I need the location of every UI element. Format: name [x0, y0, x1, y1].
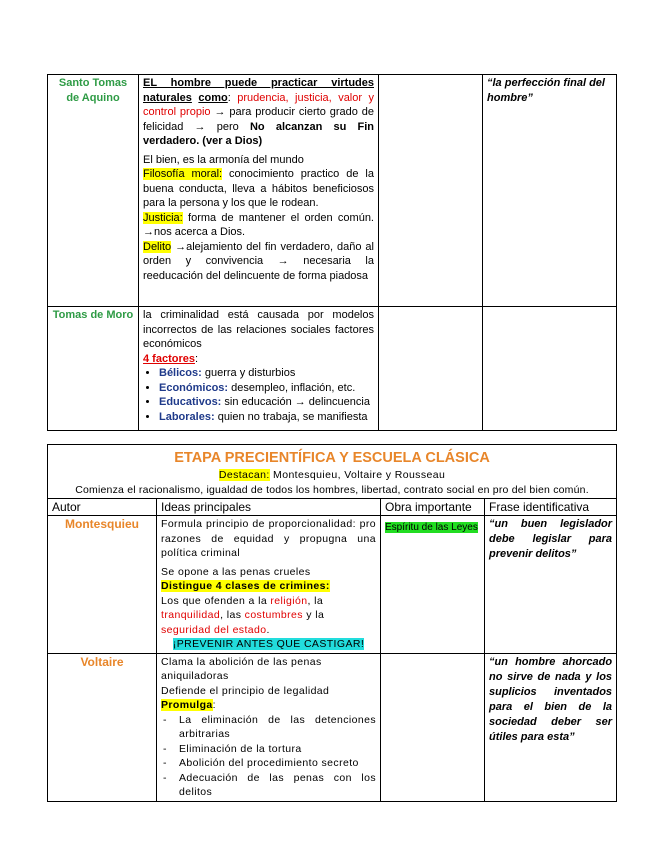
crime-religion: religión [270, 594, 308, 607]
sep: y la [302, 609, 325, 621]
list-item [159, 366, 374, 381]
frase-voltaire [485, 653, 617, 801]
frase-moro [483, 307, 617, 431]
destacan-text: Montesquieu, Voltaire y Rousseau [269, 469, 446, 481]
author-moro [48, 307, 139, 431]
sep: , las [220, 609, 245, 621]
factores-colon: : [194, 352, 199, 365]
obra-moro [379, 307, 483, 431]
title-row [48, 445, 617, 499]
quote-montesquieu: “un buen legislador debe legislar para prevenir delitos” [489, 518, 613, 560]
list-item [159, 395, 374, 410]
frase-aquino [483, 75, 617, 307]
ideas-aquino [139, 75, 379, 307]
author-voltaire [48, 653, 157, 801]
author-aquino [48, 75, 139, 307]
author-name-moro: Tomas de Moro [52, 309, 134, 321]
factor-label: Económicos: [159, 381, 229, 394]
list-item [159, 381, 374, 396]
obra-montesquieu-text: Espíritu de las Leyes [385, 522, 478, 533]
factor-text: desempleo, inflación, etc. [228, 381, 356, 394]
crime-tranquilidad: tranquilidad [161, 609, 221, 621]
obra-aquino [379, 75, 483, 307]
ofenden-text: Los que ofenden a la [161, 594, 271, 607]
obra-voltaire [381, 653, 485, 801]
table-row-aquino [48, 75, 617, 307]
table-row-montesquieu [48, 516, 617, 654]
promulga-list [161, 713, 376, 800]
header-row [48, 499, 617, 516]
author-name-montesquieu: Montesquieu [65, 517, 139, 531]
factor-text: sin educación → delincuencia [221, 396, 370, 408]
montesquieu-idea2: Se opone a las penas crueles [161, 565, 311, 578]
aquino-colon: : [227, 91, 231, 104]
list-item: - La eliminación de las detenciones arbitrarias [161, 713, 376, 742]
table-medieval-authors [47, 74, 617, 431]
distingue-label: Distingue 4 clases de crimines: [161, 580, 330, 592]
sep: . [266, 623, 270, 636]
crime-seguridad: seguridad del estado [161, 623, 267, 636]
aquino-line1: EL hombre puede practicar virtudes naturales [143, 77, 374, 104]
list-item [159, 410, 374, 425]
factor-text: guerra y disturbios [201, 367, 296, 379]
header-obra: Obra importante [381, 499, 485, 516]
quote-voltaire: “un hombre ahorcado no sirve de nada y los suplicios inventados para el bien de la sociedad deber ser útiles para esta” [489, 655, 613, 743]
factores-list [143, 366, 374, 424]
justicia-label: Justicia: [143, 211, 183, 224]
crime-costumbres: costumbres [244, 609, 303, 621]
aquino-bold-end: No alcanzan su Fin verdadero. (ver a Dios) [143, 120, 374, 147]
delito-text: →alejamiento del fin verdadero, daño al orden y convivencia → necesaria la reeducación del delincuente de forma piadosa [143, 240, 374, 282]
header-ideas: Ideas principales [157, 499, 381, 516]
ideas-voltaire [157, 653, 381, 801]
title-cell [48, 445, 617, 499]
aquino-arrow-text: → para producir cierto grado de felicidad → pero [143, 106, 375, 133]
aquino-virtues: prudencia, justicia, valor y control propio [143, 91, 374, 118]
obra-montesquieu [381, 516, 485, 654]
sep: , la [307, 594, 324, 607]
section-subtitle: Comienza el racionalismo, igualdad de todos los hombres, libertad, contrato social en pro del bien común. [75, 483, 589, 496]
author-name-aquino: Santo Tomas de Aquino [58, 77, 128, 104]
factor-text: quien no trabaja, se manifiesta [214, 410, 368, 423]
montesquieu-idea1: Formula principio de proporcionalidad: pro razones de equidad y propugna una política criminal [161, 518, 376, 559]
factor-label: Educativos: [159, 396, 222, 408]
aquino-bien: El bien, es la armonía del mundo [143, 153, 304, 166]
quote-aquino: “la perfección final del hombre” [487, 77, 605, 104]
table-row-voltaire [48, 653, 617, 801]
filosofia-text: conocimiento practico de la buena conducta, lleva a hábitos beneficiosos para la persona y los que le rodean. [143, 168, 374, 209]
prevenir-banner: ¡PREVENIR ANTES QUE CASTIGAR! [172, 638, 365, 650]
factores-label: 4 factores [143, 352, 195, 365]
table-escuela-clasica [47, 444, 617, 802]
aquino-como: como [198, 91, 228, 104]
table-row-moro [48, 307, 617, 431]
author-montesquieu [48, 516, 157, 654]
justicia-text: forma de mantener el orden común. →nos acerca a Dios. [143, 211, 374, 238]
factor-label: Laborales: [159, 410, 215, 423]
frase-montesquieu [485, 516, 617, 654]
ideas-moro [139, 307, 379, 431]
header-autor: Autor [48, 499, 157, 516]
section-title: ETAPA PRECIENTÍFICA Y ESCUELA CLÁSICA [174, 450, 490, 466]
promulga-label: Promulga [161, 699, 213, 711]
header-frase: Frase identificativa [485, 499, 617, 516]
list-item: - Adecuación de las penas con los delitos [161, 771, 376, 800]
destacan-label: Destacan: [218, 469, 270, 481]
filosofia-label: Filosofía moral: [143, 168, 223, 180]
moro-intro: la criminalidad está causada por modelos incorrectos de las relaciones sociales factores económicos [143, 309, 374, 350]
delito-label: Delito [143, 240, 172, 253]
voltaire-line2: Defiende el principio de legalidad [161, 684, 330, 697]
ideas-montesquieu [157, 516, 381, 654]
list-item: - Eliminación de la tortura [161, 742, 376, 757]
factor-label: Bélicos: [159, 367, 202, 379]
promulga-colon: : [212, 699, 216, 711]
list-item: - Abolición del procedimiento secreto [161, 756, 376, 771]
author-name-voltaire: Voltaire [80, 654, 124, 669]
voltaire-line1: Clama la abolición de las penas aniquiladoras [161, 655, 322, 682]
